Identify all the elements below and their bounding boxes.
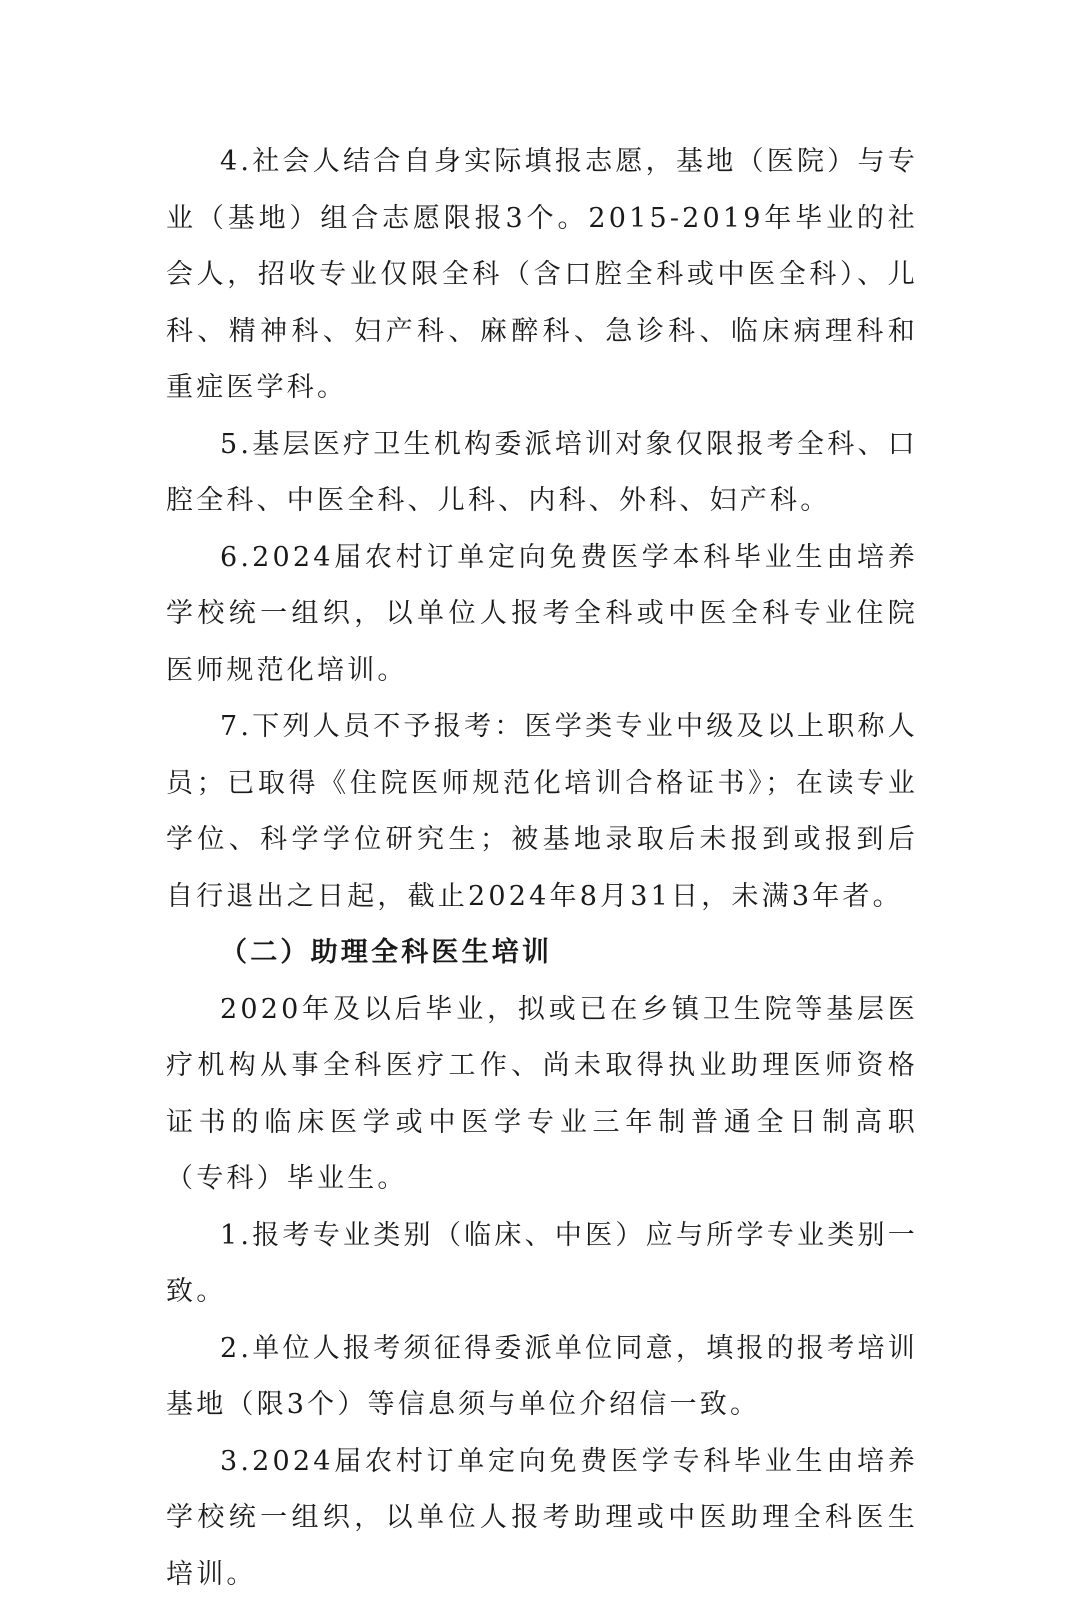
paragraph-section-2-item-2: 2.单位人报考须征得委派单位同意，填报的报考培训基地（限3个）等信息须与单位介绍信一致。 — [166, 1321, 918, 1434]
paragraph-item-6: 6.2024届农村订单定向免费医学本科毕业生由培养学校统一组织，以单位人报考全科或中医全科专业住院医师规范化培训。 — [166, 530, 918, 700]
paragraph-section-2-item-1: 1.报考专业类别（临床、中医）应与所学专业类别一致。 — [166, 1208, 918, 1321]
paragraph-section-2-item-3: 3.2024届农村订单定向免费医学专科毕业生由培养学校统一组织，以单位人报考助理或中医助理全科医生培训。 — [166, 1434, 918, 1603]
paragraph-section-2-intro: 2020年及以后毕业，拟或已在乡镇卫生院等基层医疗机构从事全科医疗工作、尚未取得执业助理医师资格证书的临床医学或中医学专业三年制普通全日制高职（专科）毕业生。 — [166, 982, 918, 1208]
section-heading-assistant-gp: （二）助理全科医生培训 — [166, 925, 918, 982]
document-body — [166, 134, 918, 1603]
paragraph-item-5: 5.基层医疗卫生机构委派培训对象仅限报考全科、口腔全科、中医全科、儿科、内科、外科、妇产科。 — [166, 417, 918, 530]
paragraph-item-4: 4.社会人结合自身实际填报志愿，基地（医院）与专业（基地）组合志愿限报3个。2015-2019年毕业的社会人，招收专业仅限全科（含口腔全科或中医全科）、儿科、精神科、妇产科、麻醉科、急诊科、临床病理科和重症医学科。 — [166, 134, 918, 417]
paragraph-item-7: 7.下列人员不予报考：医学类专业中级及以上职称人员；已取得《住院医师规范化培训合格证书》；在读专业学位、科学学位研究生；被基地录取后未报到或报到后自行退出之日起，截止2024年8月31日，未满3年者。 — [166, 699, 918, 925]
